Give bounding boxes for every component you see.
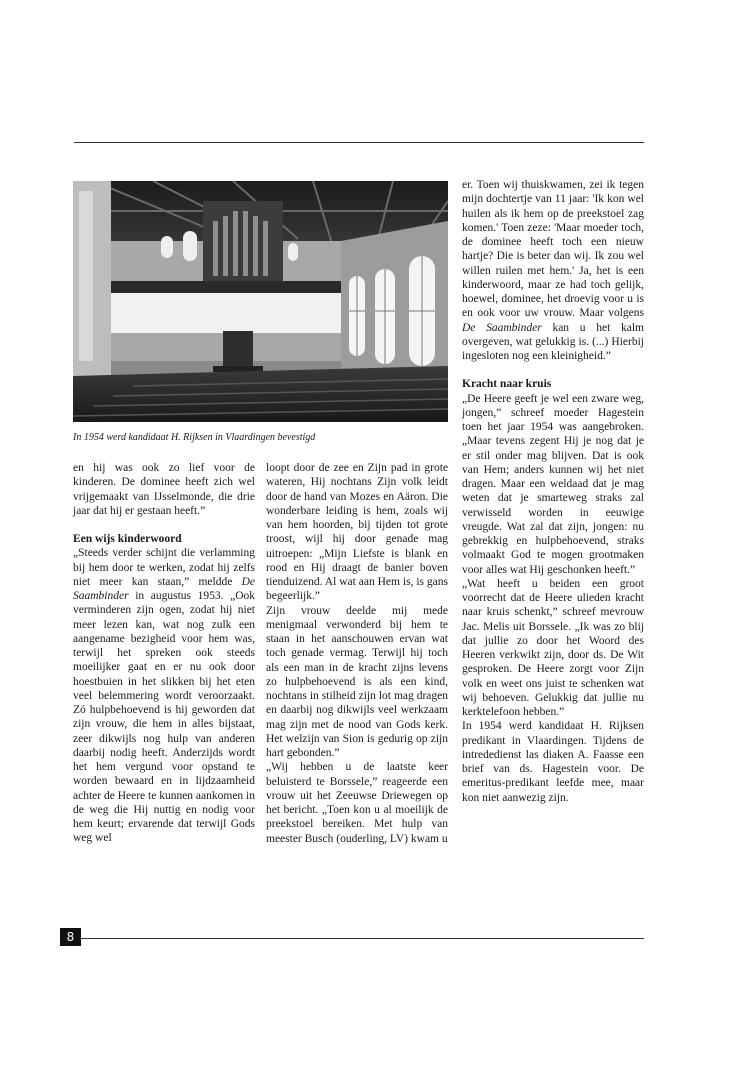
column-2 — [266, 461, 448, 846]
column-3 — [462, 178, 644, 805]
photo-caption: In 1954 werd kandidaat H. Rijksen in Vlaardingen bevestigd — [73, 432, 316, 443]
heading-kracht-naar-kruis: Kracht naar kruis — [462, 378, 552, 391]
heading-een-wijs-kinderwoord: Een wijs kinderwoord — [73, 533, 182, 545]
col3-paragraph-1: er. Toen wij thuiskwamen, zei ik tegen mijn dochtertje van 11 jaar: 'Ik kon wel huilen als ik hem op de preekstoel zag komen.' Toen zeze: 'Maar moeder toch, de dominee heeft toch een nieuw hartje? Die is beter dan wij. Ik zou wel willen ruilen met hem.' Ja, het is een kinderwoord, maar ze had toch gelijk, hoewel, dominee, het droevig voor u is en ook voor uw vrouw. Maar volgens De Saambinder kan u het kalm overgeven, wat gelukkig is. (...) Hierbij ingesloten nog een kleinigheid.” — [462, 179, 644, 362]
col2-paragraph-1: loopt door de zee en Zijn pad in grote wateren, Hij nochtans Zijn volk leidt door de hand van Mozes en Aäron. Die wonderbare leiding is hem, zoals wij van hem hoorden, bij tijden tot grote troost, wijl hij door genade mag uitroepen: „Mijn Liefste is blank en rood en Hij draagt de banier boven tienduizend. Al wat aan Hem is, is gans begeerlijk.” — [266, 462, 448, 603]
bottom-rule — [81, 938, 644, 939]
column-1 — [73, 461, 255, 846]
col3-paragraph-2: „De Heere geeft je wel een zware weg, jongen,” schreef moeder Hagestein toen het jaar 1954 was aangebroken. „Maar tevens zegent Hij je nog dat je er stil onder mag blijven. Dat is ook van Hem; anders kunnen wij het niet dragen. Maar een weldaad dat je mag weten dat je smarteweg straks zal verwisseld worden in eeuwige vreugde. Wat zal dat zijn, jongen: nu gebrekkig en hulpbehoevend, straks volmaakt God te mogen grootmaken voor alles wat Hij geschonken heeft.” — [462, 392, 644, 576]
top-rule — [74, 142, 644, 143]
col3-paragraph-4: In 1954 werd kandidaat H. Rijksen predikant in Vlaardingen. Tijdens de intrededienst las diaken A. Faasse een brief van ds. Hagestein voor. De emeritus-predikant leefde mee, maar kon niet aanwezig zijn. — [462, 720, 644, 804]
col1-paragraph-2: „Steeds verder schijnt die verlamming bij hem door te werken, zodat hij zelfs niet meer kan staan,” meldde De Saambinder in augustus 1953. „Ook verminderen zijn ogen, zodat hij niet meer lezen kan, wat nog zulk een aangename bezigheid voor hem was, terwijl het spreken ook steeds moeilijker gaat en er nu ook door hoestbuien in het slikken bij het eten veel belemmering wordt veroorzaakt. Zó hulpbehoevend is hij geworden dat zijn vrouw, die hem in alles bijstaat, zeer dikwijls nog hulp van anderen daarbij nodig heeft. Anderzijds wordt het hem vergund voor opstand te worden bewaard en in lijdzaamheid achter de Heere te kunnen aankomen in de weg die Hij nuttig en nodig voor hem keurt; ervarende dat terwijl Gods weg wel — [73, 547, 255, 845]
page-number: 8 — [60, 928, 81, 946]
col1-paragraph-1: en hij was ook zo lief voor de kinderen. De dominee heeft zich wel vrijgemaakt van IJsselmonde, die drie jaar dat hij er gestaan heeft.” — [73, 462, 255, 517]
col3-paragraph-3: „Wat heeft u beiden een groot voorrecht dat de Heere ulieden kracht naar kruis schenkt,” schreef mevrouw Jac. Melis uit Borssele. „Ik was zo blij dat jullie zo door het Woord des Heeren verkwikt zijn, door ds. De Wit gesproken. De Heere zorgt voor Zijn volk en weet ons juist te schenken wat wij behoeven. Gelukkig dat jullie nu kerktelefoon hebben.” — [462, 577, 644, 718]
church-interior-photo — [73, 181, 448, 422]
col2-paragraph-2: Zijn vrouw deelde mij mede menigmaal verwonderd bij hem te staan in het aanschouwen ervan wat toch genade vermag. Terwijl hij toch als een man in de kracht zijns levens zo hulpbehoevend is als een kind, nochtans in stilheid zijn lot mag dragen en daarbij nog dikwijls veel werkzaam mag zijn met de nood van Gods kerk. Het welzijn van Sion is gedurig op zijn hart gebonden.” — [266, 604, 448, 759]
col2-paragraph-3: „Wij hebben u de laatste keer beluisterd te Borssele,” reageerde een vrouw uit het Zeeuwse Driewegen op het bericht. „Toen kon u al moeilijk de preekstoel bereiken. Met hulp van meester Busch (ouderling, LV) kwam u — [266, 761, 448, 845]
